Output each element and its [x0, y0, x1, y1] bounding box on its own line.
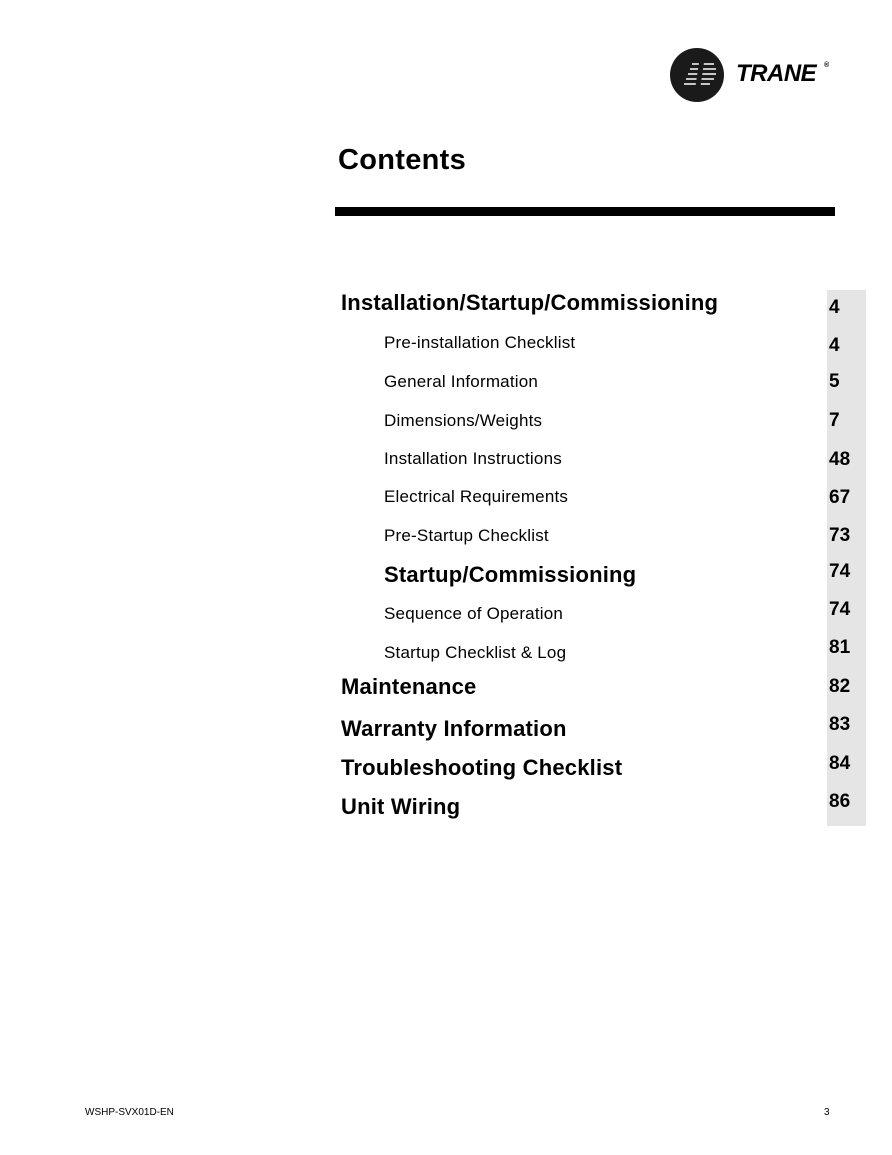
- toc-entry-page-number: 73: [829, 525, 851, 546]
- toc-entry-page-number: 4: [829, 297, 840, 318]
- title-rule: [335, 207, 835, 216]
- toc-entry-label: Pre-Startup Checklist: [384, 526, 549, 545]
- toc-entry-page-number: 83: [829, 714, 851, 735]
- toc-entry-label: Startup Checklist & Log: [384, 643, 567, 662]
- toc-entry-page-number: 5: [829, 371, 840, 392]
- toc-entry-label: Startup/Commissioning: [384, 562, 637, 587]
- toc-entry-page-number: 84: [829, 753, 851, 774]
- toc-entry-label: Warranty Information: [341, 716, 567, 741]
- page-title: Contents: [338, 144, 467, 176]
- toc-entry-page-number: 86: [829, 791, 851, 812]
- toc-entry-page-number: 82: [829, 676, 851, 697]
- toc-entry-page-number: 48: [829, 449, 851, 470]
- toc-entry-label: General Information: [384, 372, 539, 391]
- document-code: WSHP-SVX01D-EN: [85, 1107, 174, 1118]
- toc-entry-page-number: 4: [829, 335, 840, 356]
- registered-mark: ®: [824, 62, 830, 69]
- toc-entry-label: Installation Instructions: [384, 449, 562, 468]
- toc-entry-page-number: 7: [829, 410, 840, 431]
- toc-entry-page-number: 74: [829, 561, 851, 582]
- toc-entry-label: Sequence of Operation: [384, 604, 564, 623]
- toc-entry-label: Troubleshooting Checklist: [341, 755, 623, 780]
- toc-entry-label: Dimensions/Weights: [384, 411, 543, 430]
- trane-logo: [670, 48, 840, 104]
- toc-entry-label: Maintenance: [341, 674, 477, 699]
- toc-entry-label: Electrical Requirements: [384, 487, 569, 506]
- toc-entry-label: Unit Wiring: [341, 794, 461, 819]
- toc-entry-page-number: 74: [829, 599, 851, 620]
- toc-entry-page-number: 67: [829, 487, 851, 508]
- toc-entry-label: Pre-installation Checklist: [384, 333, 576, 352]
- trane-circle-logo-icon: [670, 48, 724, 102]
- toc-entry-label: Installation/Startup/Commissioning: [341, 290, 719, 315]
- footer-page-number: 3: [824, 1107, 830, 1118]
- trane-wordmark: TRANE: [736, 60, 817, 87]
- toc-entry-page-number: 81: [829, 637, 851, 658]
